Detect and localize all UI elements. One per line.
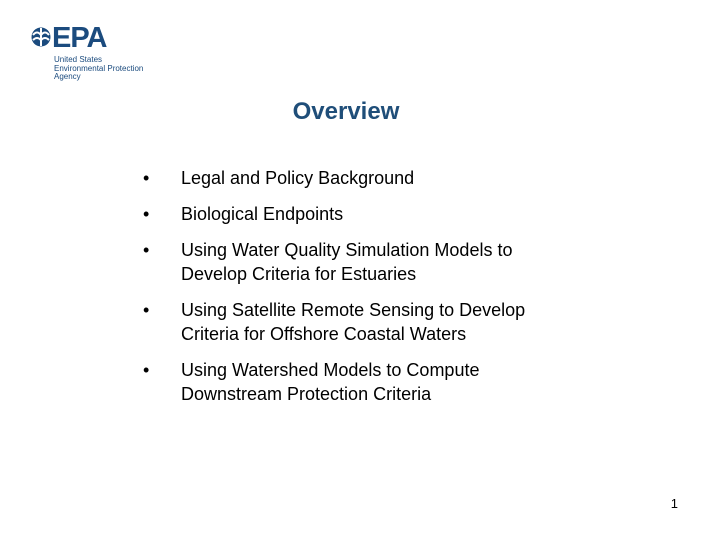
bullet-dot: • — [143, 240, 150, 260]
logo-sub-line: Agency — [54, 72, 81, 81]
bullet-text: Using Water Quality Simulation Models to Develop Criteria for Estuaries — [181, 240, 513, 284]
bullet-text: Using Watershed Models to Compute Downstream Protection Criteria — [181, 360, 480, 404]
logo-sub-line: Environmental Protection — [54, 63, 144, 73]
slide-title: Overview — [292, 98, 400, 125]
bullet-dot: • — [143, 300, 150, 320]
bullet-text: Biological Endpoints — [181, 204, 344, 224]
bullet-dot: • — [143, 360, 150, 380]
bullet-dot: • — [143, 168, 150, 188]
logo-wordmark: EPA — [52, 22, 107, 54]
bullet-dot: • — [143, 204, 150, 224]
logo-sub-line: United States — [54, 55, 103, 64]
bullet-text: Legal and Policy Background — [181, 168, 415, 188]
bullet-text: Using Satellite Remote Sensing to Develop Criteria for Offshore Coastal Waters — [181, 300, 526, 344]
page-number: 1 — [670, 496, 678, 511]
